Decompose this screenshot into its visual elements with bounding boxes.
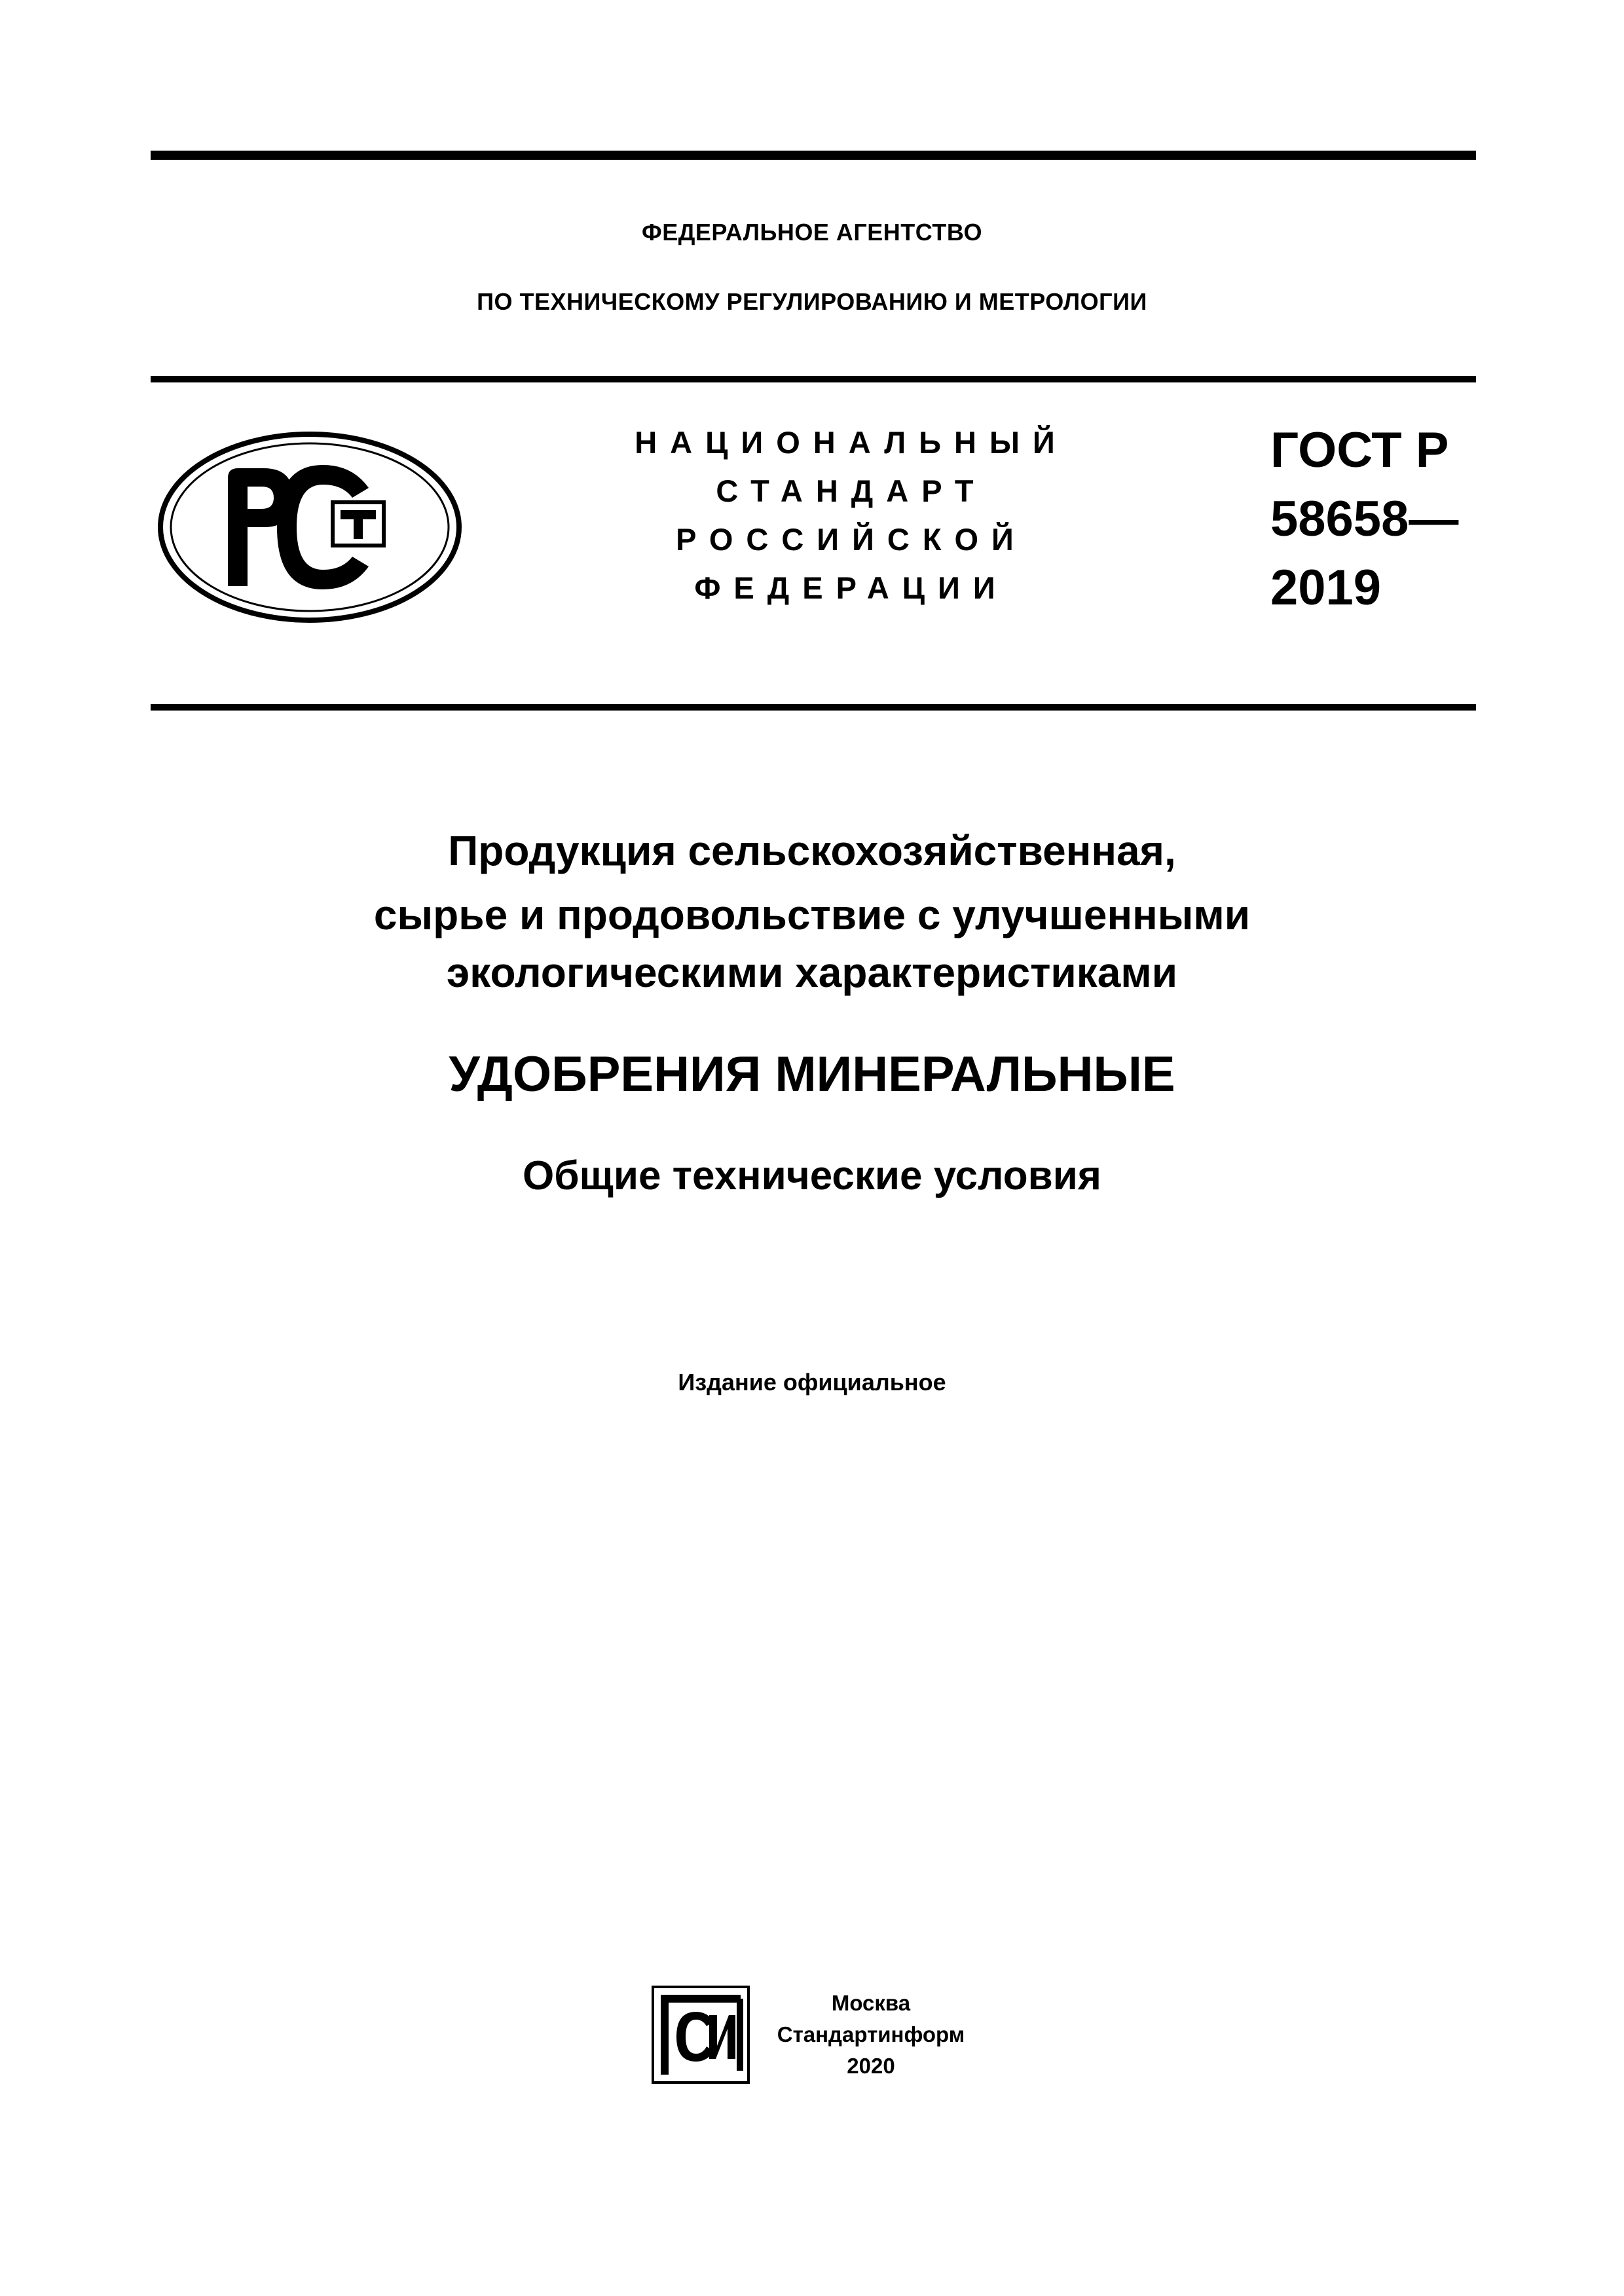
agency-line-1: ФЕДЕРАЛЬНОЕ АГЕНТСТВО	[642, 219, 982, 246]
rst-logo-icon	[156, 429, 464, 625]
standard-type-line-2: СТАНДАРТ	[716, 473, 987, 508]
gost-designation-line-3: 2019	[1270, 560, 1382, 616]
header-rule	[151, 376, 1476, 382]
edition-label: Издание официальное	[678, 1369, 946, 1396]
gost-designation-line-1: ГОСТ Р	[1270, 422, 1449, 478]
block-rule	[151, 704, 1476, 711]
title-line-1: Продукция сельскохозяйственная,	[448, 827, 1176, 874]
standard-type-line-1: НАЦИОНАЛЬНЫЙ	[635, 425, 1068, 460]
subtitle: Общие технические условия	[523, 1153, 1101, 1198]
top-rule	[151, 151, 1476, 160]
gost-designation-line-2: 58658—	[1270, 491, 1459, 547]
title-line-3: экологическими характеристиками	[446, 949, 1178, 996]
publisher-year: 2020	[847, 2054, 895, 2078]
main-title: УДОБРЕНИЯ МИНЕРАЛЬНЫЕ	[449, 1046, 1175, 1102]
publisher-city: Москва	[831, 1991, 911, 2015]
publisher-name: Стандартинформ	[777, 2022, 965, 2046]
standartinform-logo-icon	[652, 1986, 750, 2084]
agency-line-2: ПО ТЕХНИЧЕСКОМУ РЕГУЛИРОВАНИЮ И МЕТРОЛОГИИ	[477, 288, 1147, 315]
standard-type-line-3: РОССИЙСКОЙ	[676, 522, 1027, 557]
standard-type-line-4: ФЕДЕРАЦИИ	[694, 570, 1008, 605]
title-line-2: сырье и продовольствие с улучшенными	[373, 891, 1251, 938]
